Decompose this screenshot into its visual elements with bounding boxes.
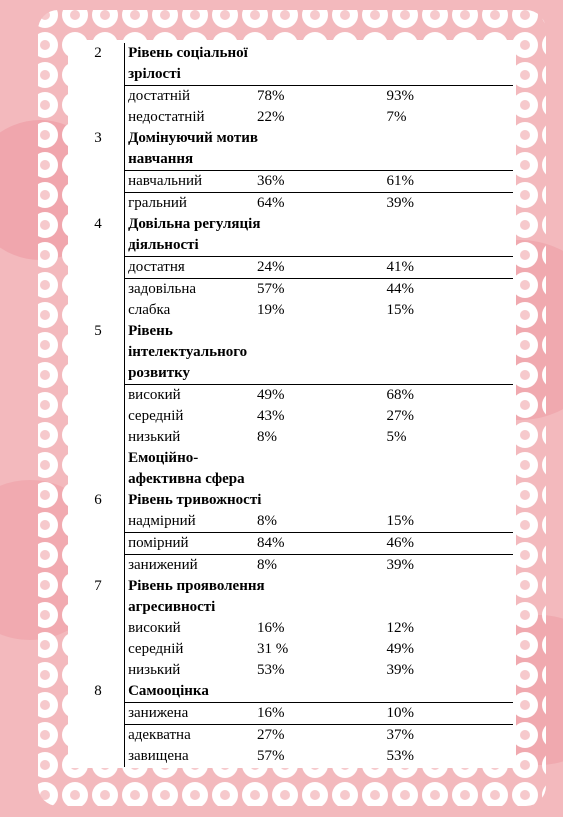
row-number xyxy=(72,86,125,108)
value-group-2: 39% xyxy=(386,557,414,573)
section-heading-row xyxy=(72,576,513,597)
table-row xyxy=(72,86,513,108)
section-heading: Рівень соціальної xyxy=(128,45,248,61)
value-group-1: 22% xyxy=(257,109,285,125)
value-group-1: 49% xyxy=(257,387,285,403)
section-heading: Емоційно- xyxy=(128,450,199,466)
section-heading-row xyxy=(72,214,513,235)
row-number: 4 xyxy=(72,214,125,235)
row-number xyxy=(72,107,125,128)
section-heading: зрілості xyxy=(125,64,513,86)
section-heading: Домінуючий мотив xyxy=(128,130,258,146)
value-group-2: 49% xyxy=(386,641,414,657)
row-number xyxy=(72,64,125,86)
table-row xyxy=(72,257,513,279)
row-label: помірний xyxy=(125,533,254,555)
table-row xyxy=(72,746,513,767)
value-group-2: 10% xyxy=(383,703,513,725)
value-group-1: 57% xyxy=(257,748,285,764)
row-number xyxy=(72,511,125,533)
row-number xyxy=(72,235,125,257)
row-number xyxy=(72,660,125,681)
row-number xyxy=(72,703,125,725)
value-group-2: 39% xyxy=(386,662,414,678)
row-label: достатня xyxy=(125,257,254,279)
section-heading-row xyxy=(72,321,513,342)
table-row xyxy=(72,279,513,301)
row-number xyxy=(72,618,125,639)
table-row xyxy=(72,511,513,533)
value-group-1: 24% xyxy=(254,257,383,279)
row-number xyxy=(72,193,125,215)
section-heading: агресивності xyxy=(128,599,216,615)
section-heading: розвитку xyxy=(125,363,513,385)
value-group-2: 37% xyxy=(386,727,414,743)
table-row xyxy=(72,427,513,448)
value-group-2: 39% xyxy=(386,195,414,211)
table-row xyxy=(72,533,513,555)
row-number: 8 xyxy=(72,681,125,703)
row-label: занижений xyxy=(128,557,198,573)
value-group-1: 31 % xyxy=(257,641,289,657)
table-row xyxy=(72,660,513,681)
section-heading-row xyxy=(72,43,513,64)
table-row xyxy=(72,639,513,660)
row-number xyxy=(72,448,125,469)
value-group-1: 78% xyxy=(257,88,285,104)
value-group-1: 64% xyxy=(257,195,285,211)
value-group-1: 27% xyxy=(257,727,285,743)
row-number: 7 xyxy=(72,576,125,597)
value-group-2: 15% xyxy=(386,302,414,318)
section-heading-row xyxy=(72,149,513,171)
value-group-1: 8% xyxy=(254,511,383,533)
value-group-2: 53% xyxy=(386,748,414,764)
value-group-2: 5% xyxy=(386,429,407,445)
table-row xyxy=(72,555,513,577)
section-heading-row xyxy=(72,363,513,385)
row-number xyxy=(72,385,125,407)
value-group-1: 8% xyxy=(257,557,278,573)
row-number xyxy=(72,725,125,747)
value-group-1: 36% xyxy=(254,171,383,193)
row-label: занижена xyxy=(125,703,254,725)
section-heading: інтелектуального xyxy=(128,344,248,360)
row-number: 2 xyxy=(72,43,125,64)
row-label: завищена xyxy=(128,748,189,764)
table-row xyxy=(72,193,513,215)
value-group-2: 68% xyxy=(386,387,414,403)
table-row xyxy=(72,725,513,747)
value-group-1: 16% xyxy=(254,703,383,725)
row-number xyxy=(72,533,125,555)
value-group-2: 27% xyxy=(386,408,414,424)
section-heading: афективна сфера xyxy=(128,471,245,487)
row-label: достатній xyxy=(128,88,191,104)
section-heading: Самооцінка xyxy=(125,681,513,703)
table-row xyxy=(72,107,513,128)
value-group-1: 43% xyxy=(257,408,285,424)
section-heading-row xyxy=(72,597,513,618)
section-heading: Довільна регуляція xyxy=(128,216,261,232)
row-number: 6 xyxy=(72,490,125,511)
row-number xyxy=(72,279,125,301)
section-heading-row xyxy=(72,235,513,257)
document-page xyxy=(68,40,516,768)
table-row xyxy=(72,300,513,321)
row-number xyxy=(72,363,125,385)
row-number xyxy=(72,427,125,448)
value-group-1: 84% xyxy=(254,533,383,555)
row-number xyxy=(72,597,125,618)
row-label: високий xyxy=(128,620,181,636)
row-label: слабка xyxy=(128,302,171,318)
value-group-1: 53% xyxy=(257,662,285,678)
row-number xyxy=(72,342,125,363)
row-number: 5 xyxy=(72,321,125,342)
table-row xyxy=(72,385,513,407)
row-number xyxy=(72,555,125,577)
row-label: адекватна xyxy=(128,727,191,743)
row-label: недостатній xyxy=(128,109,205,125)
table-row xyxy=(72,703,513,725)
section-heading: Рівень тривожності xyxy=(128,492,262,508)
value-group-2: 7% xyxy=(386,109,407,125)
row-number xyxy=(72,406,125,427)
section-heading-row xyxy=(72,64,513,86)
diagnostics-table xyxy=(72,43,513,767)
value-group-2: 41% xyxy=(383,257,513,279)
row-label: високий xyxy=(128,387,181,403)
row-label: низький xyxy=(128,429,181,445)
row-number xyxy=(72,639,125,660)
value-group-2: 61% xyxy=(383,171,513,193)
table-row xyxy=(72,171,513,193)
section-heading-row xyxy=(72,128,513,149)
value-group-2: 15% xyxy=(383,511,513,533)
section-heading: Рівень xyxy=(128,323,173,339)
section-heading-row xyxy=(72,469,513,490)
table-row xyxy=(72,406,513,427)
row-label: гральний xyxy=(128,195,187,211)
row-number xyxy=(72,149,125,171)
value-group-1: 8% xyxy=(257,429,278,445)
row-label: середній xyxy=(128,641,184,657)
row-number xyxy=(72,171,125,193)
row-number xyxy=(72,257,125,279)
section-heading: Рівень прояволення xyxy=(128,578,265,594)
table-row xyxy=(72,618,513,639)
section-heading-row xyxy=(72,681,513,703)
section-heading-row xyxy=(72,342,513,363)
section-heading: навчання xyxy=(125,149,513,171)
value-group-1: 57% xyxy=(257,281,285,297)
section-heading-row xyxy=(72,448,513,469)
value-group-2: 44% xyxy=(386,281,414,297)
value-group-2: 93% xyxy=(386,88,414,104)
value-group-2: 12% xyxy=(386,620,414,636)
row-label: низький xyxy=(128,662,181,678)
row-number xyxy=(72,746,125,767)
row-label: надмірний xyxy=(125,511,254,533)
row-number xyxy=(72,300,125,321)
row-number: 3 xyxy=(72,128,125,149)
value-group-2: 46% xyxy=(383,533,513,555)
section-heading-row xyxy=(72,490,513,511)
value-group-1: 16% xyxy=(257,620,285,636)
row-number xyxy=(72,469,125,490)
value-group-1: 19% xyxy=(257,302,285,318)
row-label: середній xyxy=(128,408,184,424)
section-heading: діяльності xyxy=(125,235,513,257)
row-label: задовільна xyxy=(128,281,197,297)
row-label: навчальний xyxy=(125,171,254,193)
